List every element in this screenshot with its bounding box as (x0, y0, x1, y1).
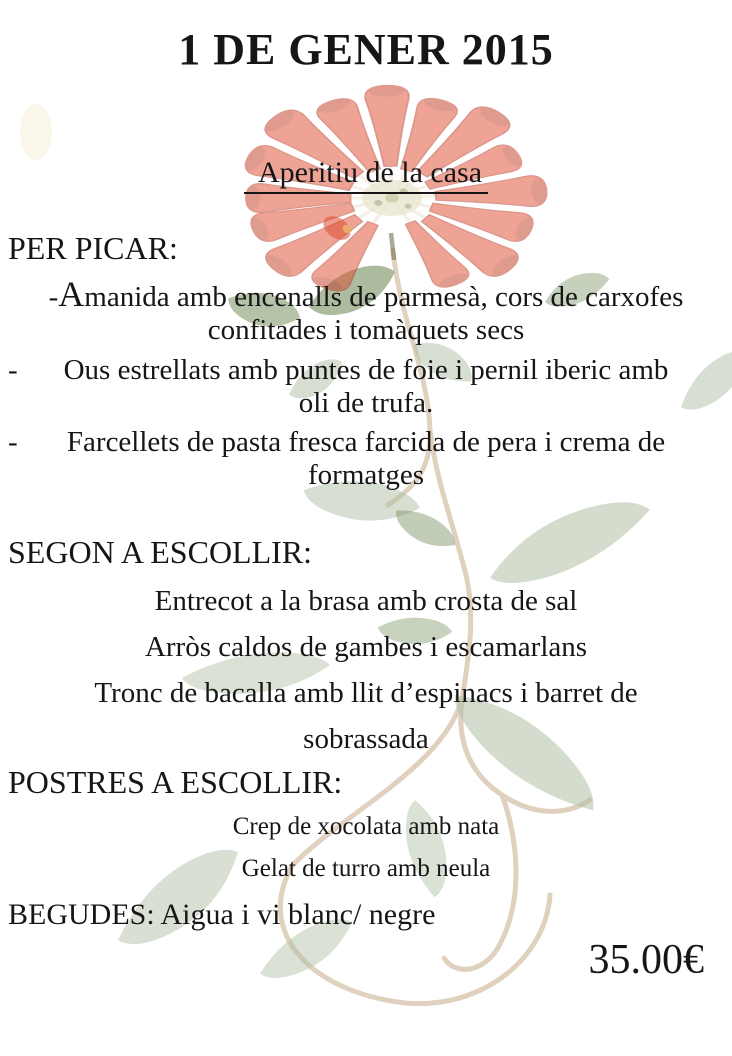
section-postres-items (0, 806, 732, 890)
menu-item-line (0, 354, 732, 387)
begudes-line: BEGUDES: Aigua i vi blanc/ negre (8, 898, 436, 931)
menu-item-line: Crep de xocolata amb nata (232, 813, 500, 840)
item-text: Farcellets de pasta fresca farcida de pera i crema de (66, 426, 666, 458)
item-dash: - (48, 281, 59, 313)
section-heading-postres: POSTRES A ESCOLLIR: (8, 764, 343, 800)
section-heading-per-picar: PER PICAR: (8, 230, 178, 266)
item-bullet: - (8, 354, 18, 386)
item-initial: A (58, 274, 85, 314)
menu-item-line (0, 274, 732, 314)
menu-subtitle-text: Aperitiu de la casa (244, 156, 488, 194)
section-per-picar-items (0, 274, 732, 492)
page-title: 1 DE GENER 2015 (178, 25, 554, 74)
menu-item-line: oli de trufa. (298, 387, 434, 419)
menu-item-line (0, 426, 732, 459)
menu-item-line: confitades i tomàquets secs (207, 314, 525, 346)
menu-item-line: sobrassada (303, 723, 429, 755)
section-segon-items (0, 578, 732, 762)
section-heading-segon: SEGON A ESCOLLIR: (8, 534, 313, 570)
menu-item-line: formatges (308, 459, 424, 491)
menu-item-line: Tronc de bacalla amb llit d’espinacs i barret de (94, 677, 638, 709)
menu-item-line: Arròs caldos de gambes i escamarlans (144, 631, 588, 663)
menu-price: 35.00€ (588, 937, 704, 983)
menu-item-line: Entrecot a la brasa amb crosta de sal (154, 585, 578, 617)
item-text: Ous estrellats amb puntes de foie i pernil iberic amb (63, 354, 669, 386)
item-text: manida amb encenalls de parmesà, cors de carxofes (84, 281, 684, 313)
item-bullet: - (8, 426, 18, 458)
menu-subtitle (0, 156, 732, 194)
menu-item-line: Gelat de turro amb neula (241, 855, 491, 882)
